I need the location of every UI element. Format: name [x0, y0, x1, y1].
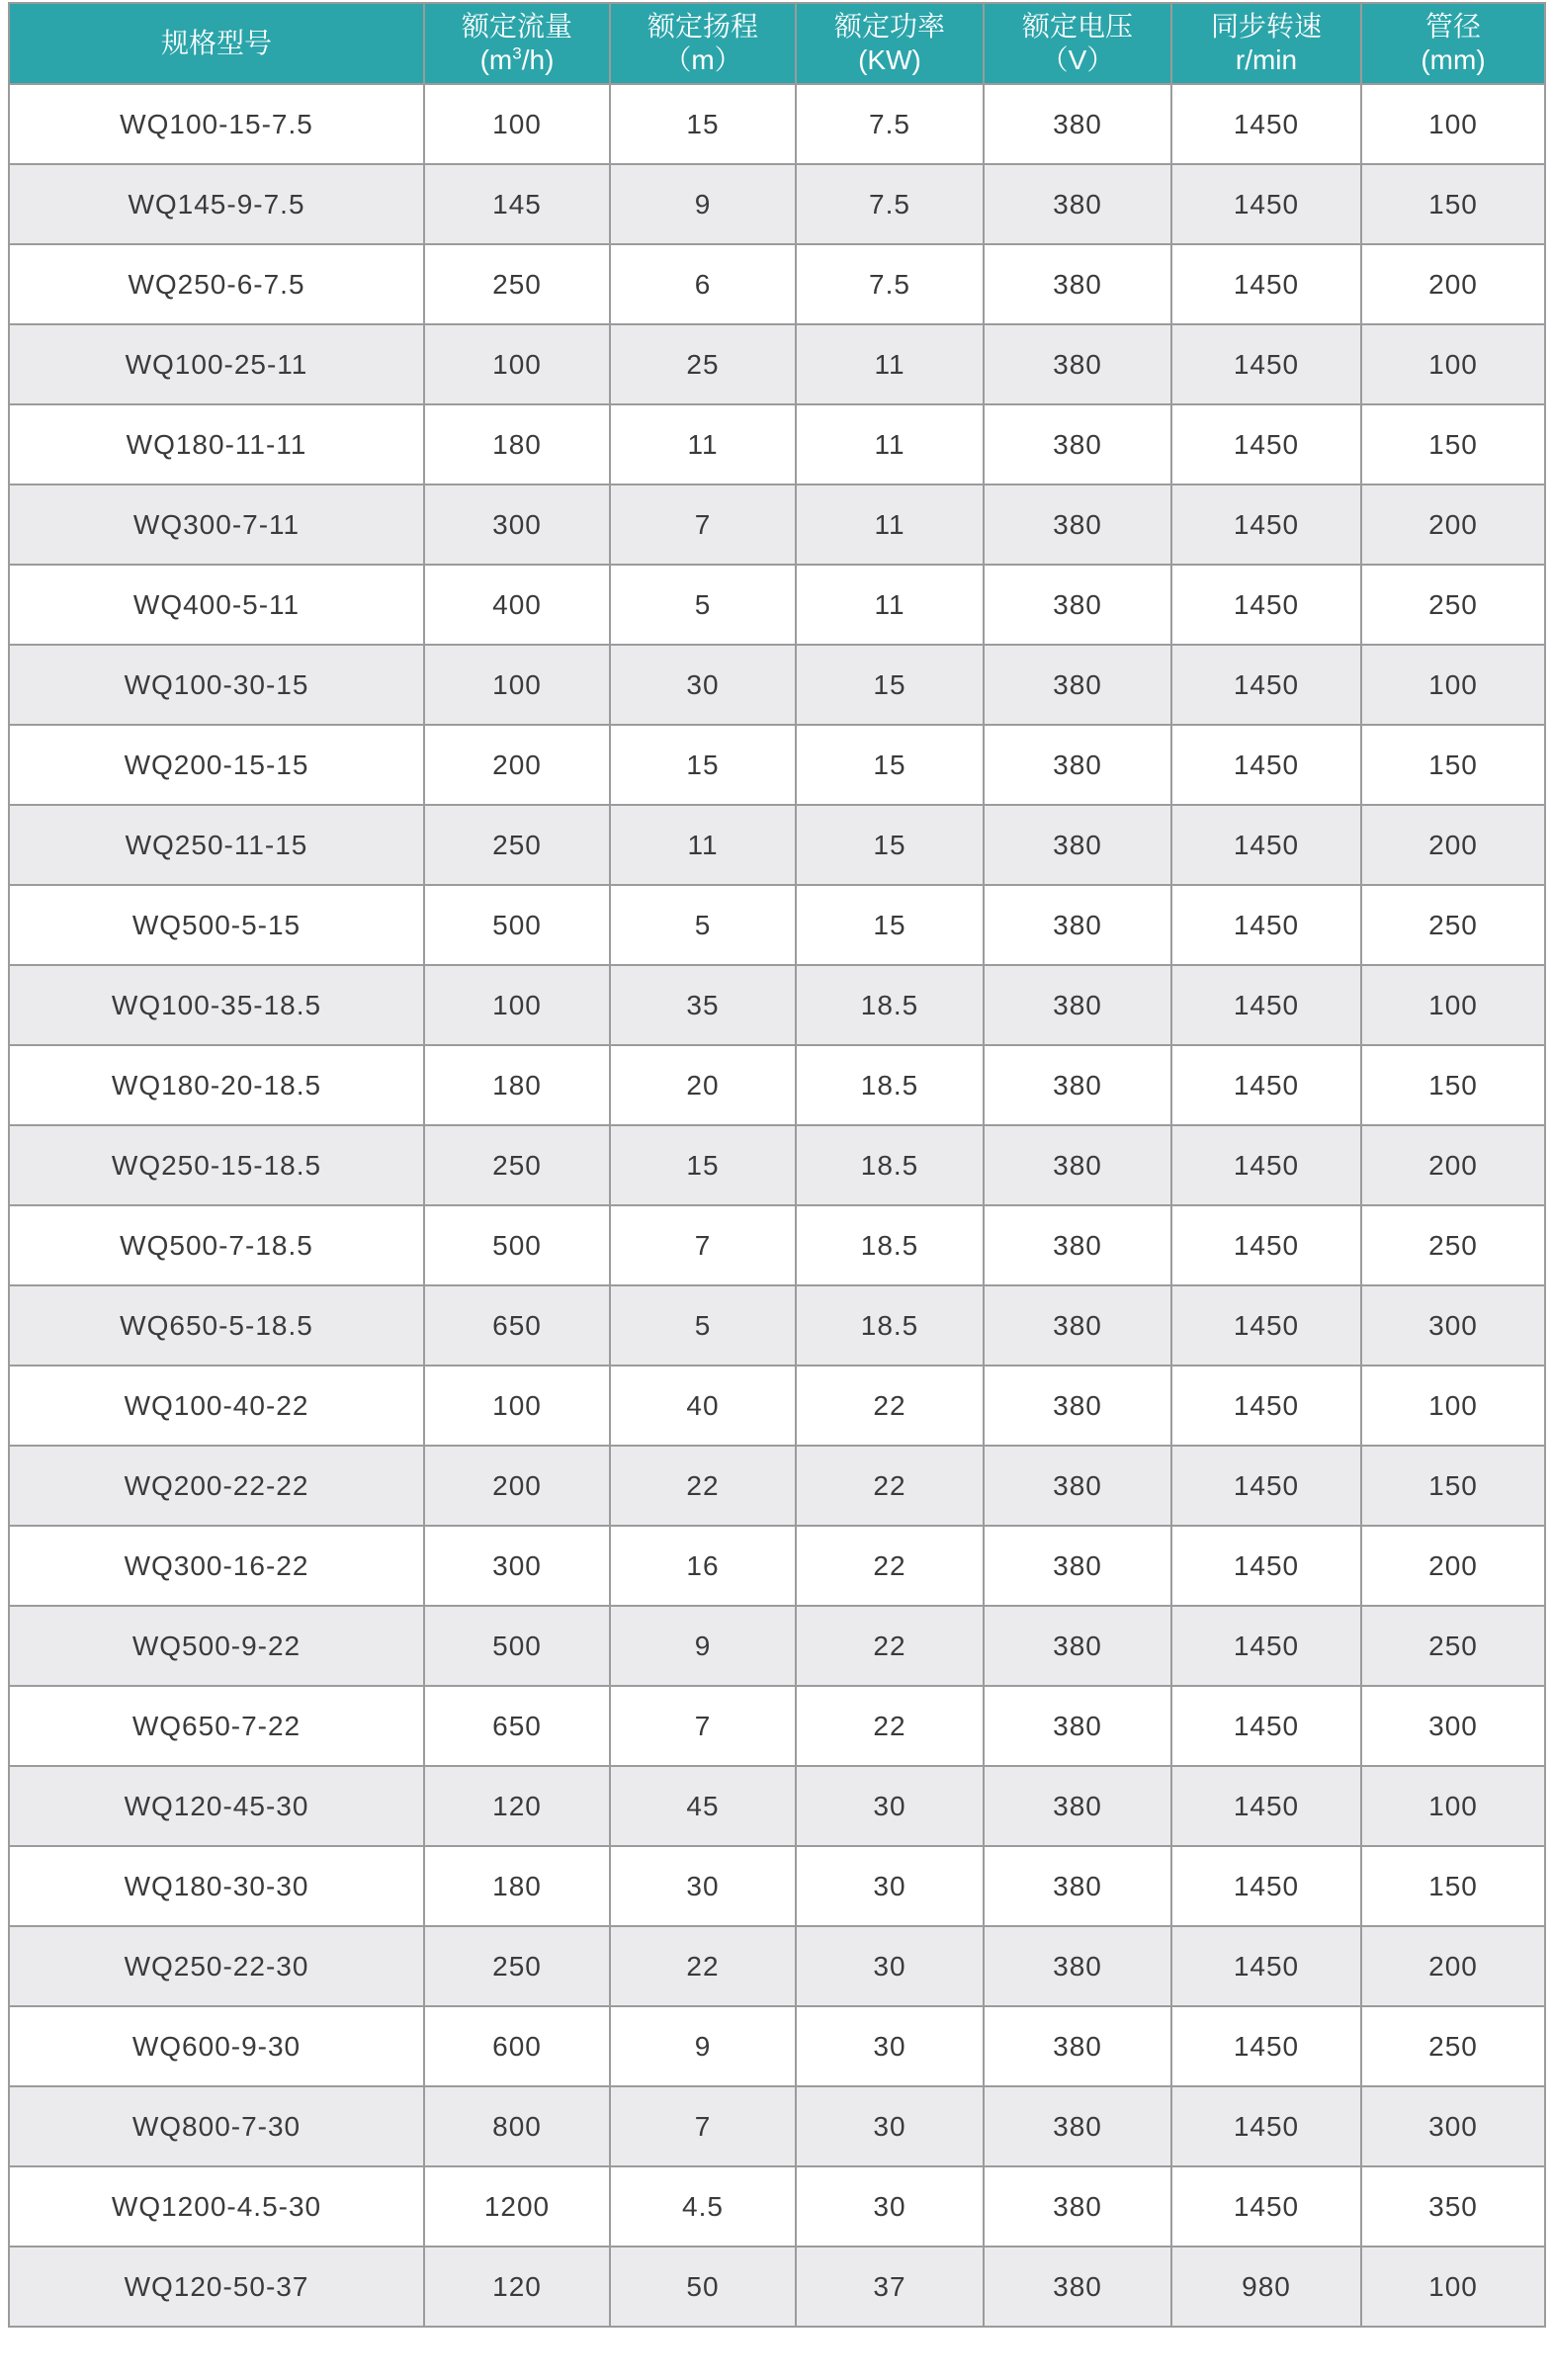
cell-diameter: 200	[1361, 244, 1545, 324]
cell-speed: 1450	[1171, 164, 1361, 244]
cell-diameter: 100	[1361, 84, 1545, 164]
cell-flow: 1200	[424, 2166, 610, 2247]
cell-diameter: 100	[1361, 645, 1545, 725]
cell-head: 11	[610, 805, 796, 885]
cell-power: 7.5	[796, 84, 984, 164]
cell-voltage: 380	[984, 2247, 1171, 2327]
cell-voltage: 380	[984, 1045, 1171, 1125]
cell-flow: 250	[424, 1125, 610, 1205]
cell-power: 30	[796, 1926, 984, 2006]
cell-head: 25	[610, 324, 796, 404]
cell-head: 5	[610, 1285, 796, 1366]
cell-speed: 980	[1171, 2247, 1361, 2327]
cell-diameter: 150	[1361, 1846, 1545, 1926]
table-row	[9, 84, 1545, 164]
cell-model: WQ800-7-30	[9, 2086, 424, 2166]
cell-model: WQ200-15-15	[9, 725, 424, 805]
cell-model: WQ180-11-11	[9, 404, 424, 485]
table-row	[9, 1686, 1545, 1766]
cell-speed: 1450	[1171, 1125, 1361, 1205]
cell-flow: 400	[424, 565, 610, 645]
cell-power: 15	[796, 805, 984, 885]
cell-voltage: 380	[984, 2006, 1171, 2086]
cell-power: 15	[796, 885, 984, 965]
cell-power: 30	[796, 2166, 984, 2247]
cell-voltage: 380	[984, 324, 1171, 404]
cell-diameter: 150	[1361, 404, 1545, 485]
cell-speed: 1450	[1171, 1926, 1361, 2006]
cell-model: WQ500-9-22	[9, 1606, 424, 1686]
cell-head: 9	[610, 164, 796, 244]
cell-speed: 1450	[1171, 404, 1361, 485]
cell-model: WQ650-5-18.5	[9, 1285, 424, 1366]
cell-voltage: 380	[984, 1686, 1171, 1766]
cell-speed: 1450	[1171, 1045, 1361, 1125]
header-cell-flow	[424, 3, 610, 84]
cell-flow: 800	[424, 2086, 610, 2166]
cell-power: 30	[796, 2006, 984, 2086]
cell-model: WQ300-7-11	[9, 485, 424, 565]
table-row	[9, 2006, 1545, 2086]
table-row	[9, 1926, 1545, 2006]
cell-power: 30	[796, 1846, 984, 1926]
cell-model: WQ100-15-7.5	[9, 84, 424, 164]
cell-speed: 1450	[1171, 244, 1361, 324]
cell-head: 15	[610, 84, 796, 164]
cell-flow: 250	[424, 1926, 610, 2006]
table-row	[9, 2086, 1545, 2166]
cell-voltage: 380	[984, 1606, 1171, 1686]
cell-voltage: 380	[984, 2166, 1171, 2247]
header-flow-unit-sup: 3	[512, 44, 522, 63]
cell-voltage: 380	[984, 404, 1171, 485]
header-cell-head	[610, 3, 796, 84]
cell-voltage: 380	[984, 1446, 1171, 1526]
table-row	[9, 2247, 1545, 2327]
cell-head: 20	[610, 1045, 796, 1125]
header-head-title: 额定扬程	[647, 11, 758, 42]
cell-flow: 200	[424, 725, 610, 805]
cell-power: 7.5	[796, 244, 984, 324]
cell-flow: 100	[424, 84, 610, 164]
cell-diameter: 150	[1361, 164, 1545, 244]
cell-diameter: 250	[1361, 2006, 1545, 2086]
table-row	[9, 1125, 1545, 1205]
cell-diameter: 100	[1361, 1766, 1545, 1846]
table-row	[9, 1045, 1545, 1125]
cell-head: 15	[610, 725, 796, 805]
cell-head: 9	[610, 2006, 796, 2086]
header-diameter-unit: (mm)	[1421, 44, 1486, 75]
cell-power: 22	[796, 1366, 984, 1446]
cell-voltage: 380	[984, 2086, 1171, 2166]
cell-diameter: 200	[1361, 1125, 1545, 1205]
cell-diameter: 150	[1361, 1446, 1545, 1526]
cell-voltage: 380	[984, 485, 1171, 565]
header-flow-unit	[425, 44, 609, 77]
table-row	[9, 164, 1545, 244]
cell-head: 5	[610, 885, 796, 965]
table-row	[9, 1205, 1545, 1285]
cell-flow: 100	[424, 324, 610, 404]
cell-model: WQ1200-4.5-30	[9, 2166, 424, 2247]
cell-voltage: 380	[984, 1766, 1171, 1846]
cell-model: WQ250-22-30	[9, 1926, 424, 2006]
cell-diameter: 200	[1361, 1926, 1545, 2006]
cell-speed: 1450	[1171, 1766, 1361, 1846]
cell-voltage: 380	[984, 965, 1171, 1045]
cell-voltage: 380	[984, 1926, 1171, 2006]
table-row	[9, 1526, 1545, 1606]
cell-head: 6	[610, 244, 796, 324]
cell-voltage: 380	[984, 885, 1171, 965]
table-row	[9, 324, 1545, 404]
cell-head: 5	[610, 565, 796, 645]
cell-power: 18.5	[796, 1205, 984, 1285]
cell-power: 15	[796, 725, 984, 805]
cell-head: 30	[610, 1846, 796, 1926]
header-diameter-title: 管径	[1424, 11, 1481, 42]
cell-voltage: 380	[984, 645, 1171, 725]
cell-head: 7	[610, 2086, 796, 2166]
header-cell-speed	[1171, 3, 1361, 84]
cell-diameter: 150	[1361, 725, 1545, 805]
cell-power: 22	[796, 1686, 984, 1766]
header-row	[9, 3, 1545, 84]
header-flow-title: 额定流量	[461, 11, 572, 42]
cell-flow: 500	[424, 885, 610, 965]
cell-power: 18.5	[796, 965, 984, 1045]
cell-speed: 1450	[1171, 1846, 1361, 1926]
cell-speed: 1450	[1171, 485, 1361, 565]
cell-power: 22	[796, 1526, 984, 1606]
cell-model: WQ145-9-7.5	[9, 164, 424, 244]
cell-diameter: 300	[1361, 1686, 1545, 1766]
header-cell-power	[796, 3, 984, 84]
cell-model: WQ650-7-22	[9, 1686, 424, 1766]
cell-speed: 1450	[1171, 565, 1361, 645]
cell-flow: 100	[424, 965, 610, 1045]
cell-power: 11	[796, 324, 984, 404]
cell-diameter: 250	[1361, 565, 1545, 645]
cell-model: WQ100-30-15	[9, 645, 424, 725]
cell-model: WQ180-20-18.5	[9, 1045, 424, 1125]
cell-model: WQ250-15-18.5	[9, 1125, 424, 1205]
cell-voltage: 380	[984, 725, 1171, 805]
cell-head: 35	[610, 965, 796, 1045]
cell-power: 30	[796, 2086, 984, 2166]
cell-head: 45	[610, 1766, 796, 1846]
cell-head: 11	[610, 404, 796, 485]
table-row	[9, 885, 1545, 965]
cell-speed: 1450	[1171, 725, 1361, 805]
cell-power: 18.5	[796, 1045, 984, 1125]
cell-head: 22	[610, 1926, 796, 2006]
cell-power: 22	[796, 1606, 984, 1686]
cell-speed: 1450	[1171, 965, 1361, 1045]
table-row	[9, 805, 1545, 885]
cell-speed: 1450	[1171, 1366, 1361, 1446]
cell-model: WQ100-25-11	[9, 324, 424, 404]
table-row	[9, 404, 1545, 485]
cell-head: 22	[610, 1446, 796, 1526]
cell-flow: 300	[424, 485, 610, 565]
table-row	[9, 2166, 1545, 2247]
cell-speed: 1450	[1171, 1285, 1361, 1366]
cell-power: 37	[796, 2247, 984, 2327]
cell-flow: 180	[424, 1846, 610, 1926]
cell-voltage: 380	[984, 1125, 1171, 1205]
table-row	[9, 1446, 1545, 1526]
cell-voltage: 380	[984, 1285, 1171, 1366]
cell-flow: 250	[424, 805, 610, 885]
header-speed-unit: r/min	[1235, 44, 1298, 75]
cell-flow: 120	[424, 2247, 610, 2327]
cell-flow: 650	[424, 1285, 610, 1366]
cell-flow: 120	[424, 1766, 610, 1846]
cell-diameter: 200	[1361, 1526, 1545, 1606]
cell-power: 7.5	[796, 164, 984, 244]
cell-model: WQ600-9-30	[9, 2006, 424, 2086]
cell-speed: 1450	[1171, 645, 1361, 725]
cell-flow: 200	[424, 1446, 610, 1526]
header-head-unit: （m）	[663, 44, 742, 75]
header-voltage-title: 额定电压	[1021, 11, 1133, 42]
cell-flow: 100	[424, 1366, 610, 1446]
cell-diameter: 300	[1361, 2086, 1545, 2166]
cell-head: 16	[610, 1526, 796, 1606]
cell-power: 22	[796, 1446, 984, 1526]
header-model-title: 规格型号	[160, 28, 272, 58]
cell-diameter: 200	[1361, 805, 1545, 885]
table-row	[9, 1366, 1545, 1446]
cell-speed: 1450	[1171, 885, 1361, 965]
cell-power: 18.5	[796, 1285, 984, 1366]
header-cell-model	[9, 3, 424, 84]
cell-flow: 600	[424, 2006, 610, 2086]
cell-model: WQ250-6-7.5	[9, 244, 424, 324]
cell-power: 11	[796, 404, 984, 485]
cell-flow: 145	[424, 164, 610, 244]
header-flow-unit-post: /h)	[521, 44, 555, 75]
cell-flow: 500	[424, 1606, 610, 1686]
table-row	[9, 485, 1545, 565]
header-cell-voltage	[984, 3, 1171, 84]
header-voltage-unit: （V）	[1040, 44, 1115, 75]
cell-flow: 180	[424, 1045, 610, 1125]
header-cell-diameter	[1361, 3, 1545, 84]
table-row	[9, 1606, 1545, 1686]
cell-diameter: 350	[1361, 2166, 1545, 2247]
cell-power: 30	[796, 1766, 984, 1846]
cell-speed: 1450	[1171, 84, 1361, 164]
cell-speed: 1450	[1171, 1526, 1361, 1606]
cell-voltage: 380	[984, 1366, 1171, 1446]
cell-voltage: 380	[984, 244, 1171, 324]
cell-model: WQ400-5-11	[9, 565, 424, 645]
cell-flow: 300	[424, 1526, 610, 1606]
cell-power: 18.5	[796, 1125, 984, 1205]
table-header	[9, 3, 1545, 84]
cell-speed: 1450	[1171, 1686, 1361, 1766]
cell-speed: 1450	[1171, 1446, 1361, 1526]
cell-power: 11	[796, 485, 984, 565]
cell-head: 15	[610, 1125, 796, 1205]
cell-voltage: 380	[984, 84, 1171, 164]
header-flow-unit-pre: (m	[479, 44, 513, 75]
cell-power: 15	[796, 645, 984, 725]
cell-flow: 180	[424, 404, 610, 485]
cell-diameter: 100	[1361, 324, 1545, 404]
cell-diameter: 150	[1361, 1045, 1545, 1125]
cell-head: 7	[610, 485, 796, 565]
cell-voltage: 380	[984, 164, 1171, 244]
table-row	[9, 565, 1545, 645]
cell-diameter: 100	[1361, 2247, 1545, 2327]
cell-model: WQ200-22-22	[9, 1446, 424, 1526]
cell-speed: 1450	[1171, 805, 1361, 885]
cell-model: WQ120-45-30	[9, 1766, 424, 1846]
cell-model: WQ250-11-15	[9, 805, 424, 885]
table-row	[9, 244, 1545, 324]
cell-head: 4.5	[610, 2166, 796, 2247]
cell-diameter: 250	[1361, 1606, 1545, 1686]
cell-diameter: 200	[1361, 485, 1545, 565]
cell-power: 11	[796, 565, 984, 645]
header-power-unit: (KW)	[858, 44, 921, 75]
cell-diameter: 100	[1361, 1366, 1545, 1446]
table-row	[9, 1285, 1545, 1366]
cell-head: 7	[610, 1686, 796, 1766]
cell-speed: 1450	[1171, 1606, 1361, 1686]
cell-voltage: 380	[984, 1205, 1171, 1285]
cell-model: WQ300-16-22	[9, 1526, 424, 1606]
cell-model: WQ180-30-30	[9, 1846, 424, 1926]
cell-model: WQ120-50-37	[9, 2247, 424, 2327]
cell-model: WQ500-5-15	[9, 885, 424, 965]
cell-flow: 250	[424, 244, 610, 324]
cell-diameter: 300	[1361, 1285, 1545, 1366]
cell-diameter: 250	[1361, 885, 1545, 965]
cell-model: WQ100-35-18.5	[9, 965, 424, 1045]
table-body	[9, 84, 1545, 2327]
cell-model: WQ500-7-18.5	[9, 1205, 424, 1285]
cell-speed: 1450	[1171, 2006, 1361, 2086]
cell-speed: 1450	[1171, 2166, 1361, 2247]
cell-model: WQ100-40-22	[9, 1366, 424, 1446]
cell-flow: 500	[424, 1205, 610, 1285]
cell-flow: 100	[424, 645, 610, 725]
cell-voltage: 380	[984, 565, 1171, 645]
header-speed-title: 同步转速	[1210, 11, 1322, 42]
table-row	[9, 645, 1545, 725]
cell-flow: 650	[424, 1686, 610, 1766]
pump-spec-table	[8, 2, 1546, 2328]
cell-speed: 1450	[1171, 1205, 1361, 1285]
cell-voltage: 380	[984, 1846, 1171, 1926]
cell-head: 30	[610, 645, 796, 725]
table-row	[9, 1846, 1545, 1926]
cell-diameter: 250	[1361, 1205, 1545, 1285]
cell-head: 9	[610, 1606, 796, 1686]
table-row	[9, 1766, 1545, 1846]
table-row	[9, 725, 1545, 805]
cell-head: 40	[610, 1366, 796, 1446]
cell-speed: 1450	[1171, 324, 1361, 404]
cell-speed: 1450	[1171, 2086, 1361, 2166]
header-power-title: 额定功率	[833, 11, 945, 42]
cell-head: 7	[610, 1205, 796, 1285]
cell-voltage: 380	[984, 805, 1171, 885]
cell-diameter: 100	[1361, 965, 1545, 1045]
cell-head: 50	[610, 2247, 796, 2327]
table-row	[9, 965, 1545, 1045]
cell-voltage: 380	[984, 1526, 1171, 1606]
